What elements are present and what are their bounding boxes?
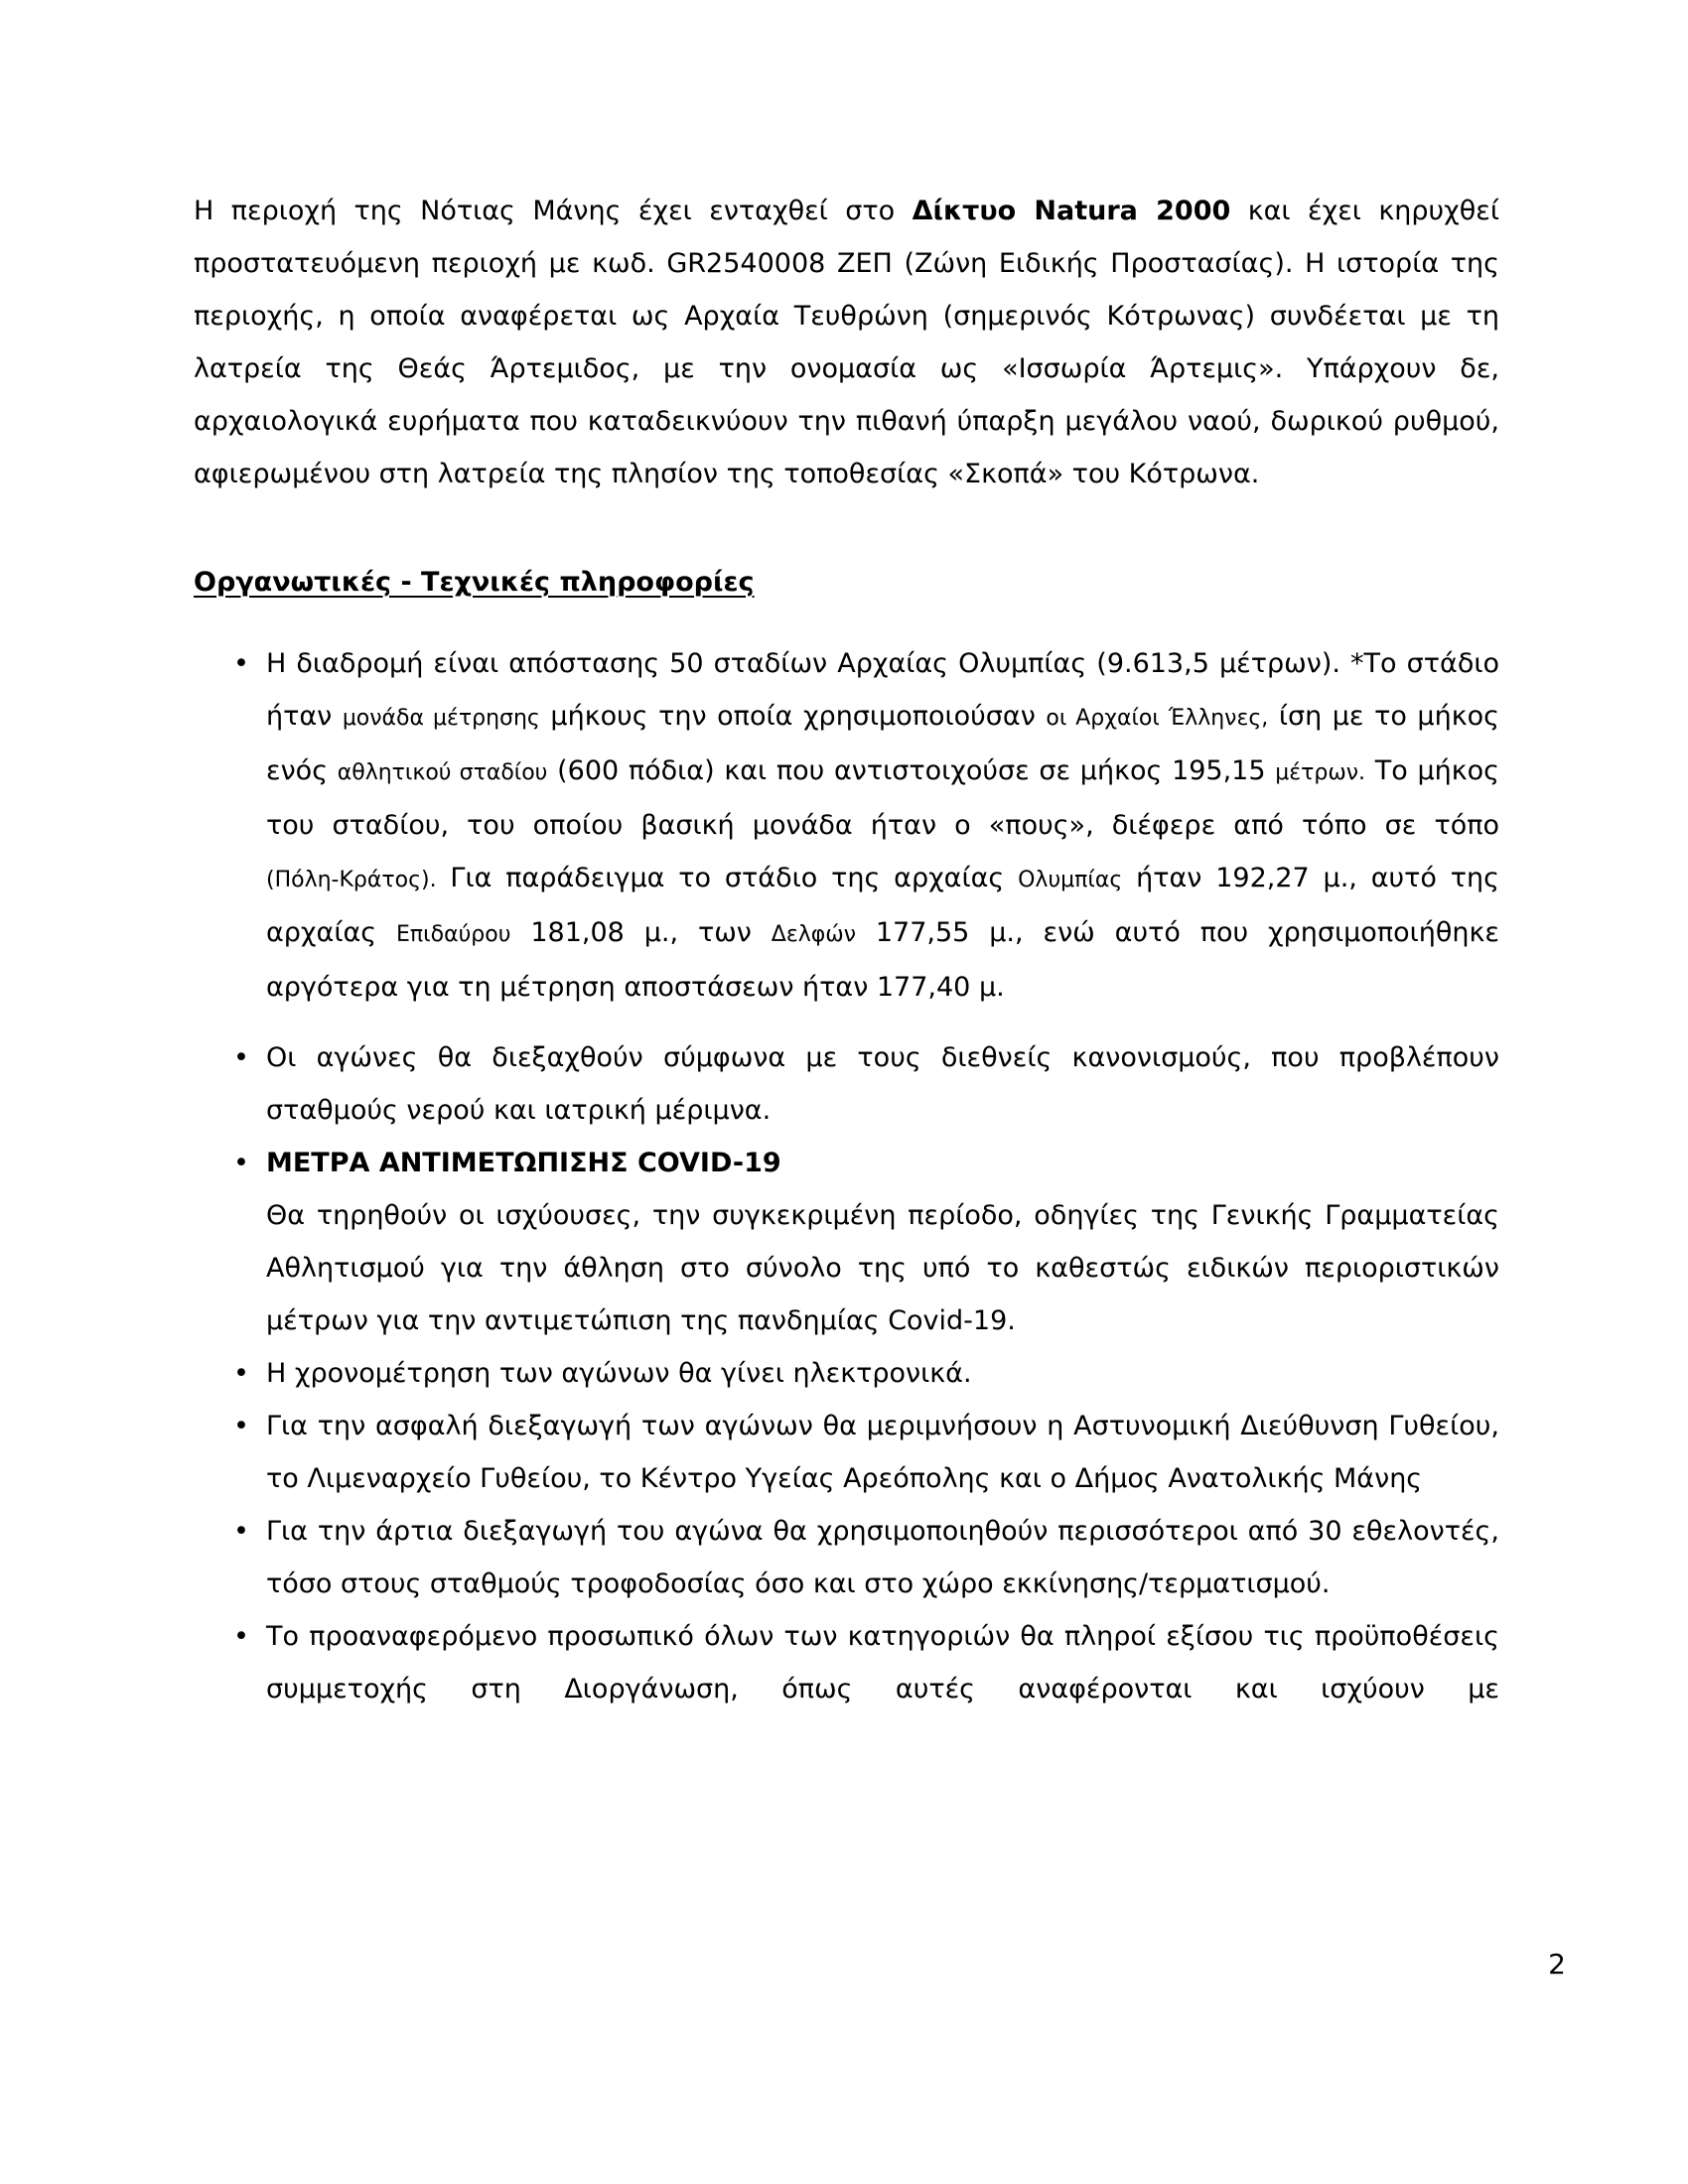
bullet-text <box>266 1400 1499 1505</box>
text-segment: (600 πόδια) και που αντιστοιχούσε σε μήκος 195,15 <box>547 755 1276 786</box>
text-segment: Covid-19. <box>888 1305 1016 1336</box>
text-segment: Το προαναφερόμενο προσωπικό όλων των κατηγοριών θα πληροί εξίσου τις προϋποθέσεις συμμετοχής στη Διοργάνωση, όπως αυτές αναφέρονται και ισχύουν με <box>266 1621 1499 1705</box>
text-segment: Η περιοχή της Νότιας Μάνης έχει ενταχθεί στο <box>194 196 913 226</box>
bullet-item-course-distance <box>194 637 1499 1014</box>
bullet-item-safety-authorities <box>194 1400 1499 1505</box>
text-segment: Η διαδρομή είναι απόστασης 50 σταδίων Αρχαίας Ολυμπίας (9.613,5 μέτρων). *Το στάδιο ήταν <box>266 648 1499 732</box>
text-segment: μονάδα μέτρησης <box>342 706 540 731</box>
text-segment: 181,08 μ., των <box>510 917 772 948</box>
text-segment: ίση με το μήκος ενός <box>266 701 1499 786</box>
text-segment: οι Αρχαίοι Έλληνες, <box>1046 706 1269 731</box>
text-segment: ήταν 192,27 μ., αυτό της αρχαίας <box>266 863 1499 948</box>
text-segment: Η χρονομέτρηση των αγώνων θα γίνει ηλεκτρονικά. <box>266 1358 972 1389</box>
text-segment: Για παράδειγμα το στάδιο της αρχαίας <box>436 863 1019 893</box>
bullet-text <box>266 1031 1499 1137</box>
text-segment: Για την άρτια διεξαγωγή του αγώνα θα χρησιμοποιηθούν περισσότεροι από 30 εθελοντές, τόσο στους σταθμούς τροφοδοσίας όσο και στο χώρο <box>266 1516 1499 1599</box>
text-segment: 177,55 μ., ενώ αυτό που χρησιμοποιήθηκε αργότερα για τη μέτρηση αποστάσεων ήταν 177,40 μ. <box>266 917 1499 1003</box>
section-heading: Οργανωτικές - Τεχνικές πληροφορίες <box>194 567 755 598</box>
bullet-text <box>266 1189 1499 1347</box>
bullet-icon: • <box>233 648 249 679</box>
bullet-icon: • <box>233 1516 249 1547</box>
intro-paragraph <box>194 185 1499 500</box>
text-segment: αθλητικού σταδίου <box>337 760 548 785</box>
text-segment: μέτρων. <box>1275 760 1366 785</box>
text-segment: εκκίνησης/τερματισμού. <box>1002 1569 1331 1599</box>
bullet-title: ΜΕΤΡΑ ΑΝΤΙΜΕΤΩΠΙΣΗΣ COVID-19 <box>266 1148 781 1178</box>
bullet-item-personnel-eligibility <box>194 1610 1499 1715</box>
text-segment: μήκους την οποία χρησιμοποιούσαν <box>539 701 1047 732</box>
bullet-text <box>266 1610 1499 1715</box>
bullet-item-covid-measures <box>194 1137 1499 1347</box>
text-segment: Επιδαύρου <box>396 922 511 947</box>
text-segment: Ολυμπίας <box>1018 868 1123 892</box>
text-segment: Θα τηρηθούν οι ισχύουσες, την συγκεκριμένη περίοδο, οδηγίες της Γενικής Γραμματείας Αθλητισμού για την άθληση στο σύνολο της υπό το καθεστώς ειδικών περιοριστικών μέτρων για την αντιμετώπιση της πανδημίας <box>266 1200 1499 1336</box>
text-segment: Οι αγώνες θα διεξαχθούν σύμφωνα με τους διεθνείς κανονισμούς, που προβλέπουν σταθμούς νερού και ιατρική μέριμνα. <box>266 1042 1499 1126</box>
text-segment: Δελφών <box>771 922 856 947</box>
bullet-text <box>266 1505 1499 1610</box>
bullet-icon: • <box>233 1148 249 1178</box>
text-segment: Δίκτυο Natura 2000 <box>912 196 1231 226</box>
bullet-item-volunteers <box>194 1505 1499 1610</box>
bullet-text <box>266 637 1499 1014</box>
bullet-icon: • <box>233 1042 249 1073</box>
info-bullet-list <box>194 637 1499 1715</box>
bullet-text <box>266 1347 1499 1400</box>
bullet-icon: • <box>233 1411 249 1441</box>
bullet-icon: • <box>233 1621 249 1652</box>
bullet-icon: • <box>233 1358 249 1389</box>
text-segment: και έχει κηρυχθεί προστατευόμενη περιοχή με κωδ. GR2540008 ΖΕΠ (Ζώνη Ειδικής Προστασίας). Η ιστορία της περιοχής, η οποία αναφέρεται ως Αρχαία Τευθρώνη (σημερινός Κότρωνας) συνδέεται με τη λατρεία της Θεάς Άρτεμιδος, με την ονομασία ως «Ισσωρία Άρτεμις». Υπάρχουν δε, αρχαιολογικά ευρήματα που καταδεικνύουν την πιθανή ύπαρξη μεγάλου ναού, δωρικού ρυθμού, αφιερωμένου στη λατρεία της πλησίον της τοποθεσίας «Σκοπά» του Κότρωνα. <box>194 196 1499 489</box>
bullet-item-international-rules <box>194 1031 1499 1137</box>
text-segment: Για την ασφαλή διεξαγωγή των αγώνων θα μεριμνήσουν η Αστυνομική Διεύθυνση Γυθείου, το Λιμεναρχείο Γυθείου, το Κέντρο Υγείας Αρεόπολης και ο Δήμος Ανατολικής Μάνης <box>266 1411 1499 1494</box>
bullet-item-electronic-timing <box>194 1347 1499 1400</box>
page-content <box>194 185 1499 1715</box>
text-segment: (Πόλη-Κράτος). <box>266 868 437 892</box>
page-number: 2 <box>1548 1948 1566 1980</box>
text-segment: Το μήκος του σταδίου, του οποίου βασική μονάδα ήταν ο «πους», διέφερε από τόπο σε τόπο <box>266 755 1500 841</box>
